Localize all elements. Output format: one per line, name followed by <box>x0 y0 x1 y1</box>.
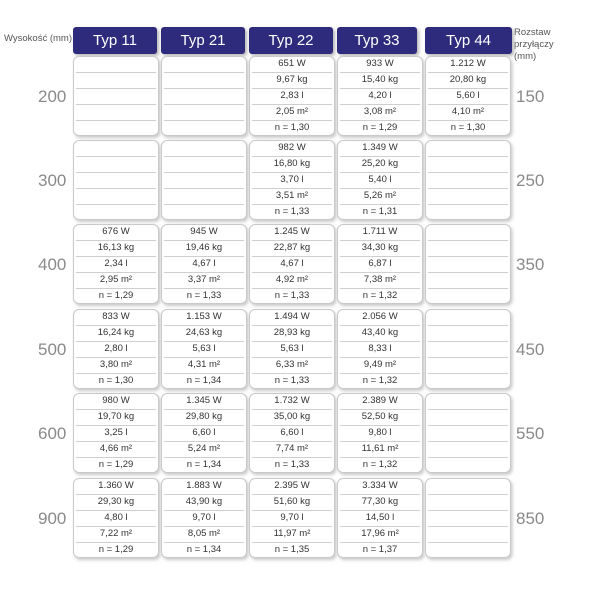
cell-separator <box>164 188 244 189</box>
spec-line: 3,37 m² <box>187 274 221 285</box>
spacing-header-line1: Rozstaw przyłączy <box>514 27 554 50</box>
spec-line: 5,63 l <box>192 343 216 354</box>
cell-separator <box>428 188 508 189</box>
spec-cell <box>73 56 159 136</box>
cell-separator <box>428 441 508 442</box>
spacing-value: 450 <box>516 340 545 359</box>
height-value: 200 <box>38 87 67 106</box>
spacing-value: 550 <box>516 424 545 443</box>
spec-line: n = 1,32 <box>362 375 398 386</box>
cell-separator <box>428 373 508 374</box>
spec-line: 3,70 l <box>280 174 304 185</box>
spec-cell <box>425 224 511 304</box>
spacing-header-line2: (mm) <box>514 51 537 62</box>
spec-line: 6,60 l <box>280 427 304 438</box>
spec-line: n = 1,29 <box>98 290 134 301</box>
spec-line: 1.345 W <box>186 395 222 406</box>
spec-line: 34,30 kg <box>361 242 399 253</box>
spec-line: 52,50 kg <box>361 411 399 422</box>
spec-line: 4,10 m² <box>451 106 485 117</box>
spec-line: n = 1,32 <box>362 459 398 470</box>
spec-line: 1.711 W <box>362 226 398 237</box>
cell-separator <box>428 425 508 426</box>
cell-separator <box>428 409 508 410</box>
spec-line: 2,80 l <box>104 343 128 354</box>
spec-cell <box>73 393 159 473</box>
spec-line: 6,60 l <box>192 427 216 438</box>
spec-line: n = 1,37 <box>362 544 398 555</box>
spec-line: 11,97 m² <box>273 528 311 539</box>
height-header-label: Wysokość (mm) <box>4 33 72 44</box>
spec-line: 8,33 l <box>368 343 392 354</box>
cell-separator <box>428 172 508 173</box>
spec-line: 980 W <box>102 395 130 406</box>
spec-line: 11,61 m² <box>361 443 399 454</box>
spec-line: 19,70 kg <box>97 411 135 422</box>
spec-cell <box>337 224 423 304</box>
spec-line: 1.245 W <box>274 226 310 237</box>
spec-cell <box>161 140 247 220</box>
spec-line: n = 1,29 <box>98 459 134 470</box>
spec-line: n = 1,33 <box>274 375 310 386</box>
cell-separator <box>76 156 156 157</box>
spec-line: 16,13 kg <box>97 242 135 253</box>
cell-separator <box>164 88 244 89</box>
spec-line: 4,80 l <box>104 512 128 523</box>
spec-cell <box>425 56 511 136</box>
spec-line: 3,51 m² <box>275 190 309 201</box>
spacing-value: 250 <box>516 171 545 190</box>
cell-separator <box>164 172 244 173</box>
spec-line: n = 1,34 <box>186 375 222 386</box>
spec-line: 2.056 W <box>362 311 398 322</box>
height-value: 900 <box>38 509 67 528</box>
spec-line: 4,67 l <box>280 258 304 269</box>
spec-line: 5,26 m² <box>363 190 397 201</box>
cell-separator <box>428 341 508 342</box>
spec-line: 3,25 l <box>104 427 128 438</box>
cell-separator <box>428 542 508 543</box>
spec-cell <box>337 393 423 473</box>
cell-separator <box>76 72 156 73</box>
spec-line: n = 1,31 <box>362 206 398 217</box>
spec-cell <box>249 224 335 304</box>
spec-cell <box>337 140 423 220</box>
cell-separator <box>428 494 508 495</box>
spec-line: n = 1,33 <box>186 290 222 301</box>
spec-line: 25,20 kg <box>361 158 399 169</box>
spec-cell <box>425 478 511 558</box>
spec-line: 7,38 m² <box>363 274 397 285</box>
spec-cell <box>249 309 335 389</box>
spec-line: n = 1,32 <box>362 290 398 301</box>
spec-line: 9,80 l <box>368 427 392 438</box>
cell-separator <box>428 156 508 157</box>
spec-line: 7,22 m² <box>99 528 133 539</box>
cell-separator <box>428 457 508 458</box>
spec-cell <box>161 224 247 304</box>
spec-cell <box>161 478 247 558</box>
spec-line: 16,24 kg <box>97 327 135 338</box>
height-value: 300 <box>38 171 67 190</box>
height-value: 500 <box>38 340 67 359</box>
cell-separator <box>76 88 156 89</box>
spec-line: 6,33 m² <box>275 359 309 370</box>
spec-line: n = 1,33 <box>274 290 310 301</box>
spec-line: 51,60 kg <box>273 496 311 507</box>
cell-separator <box>164 104 244 105</box>
spec-line: 8,05 m² <box>187 528 221 539</box>
cell-separator <box>428 325 508 326</box>
cell-separator <box>76 120 156 121</box>
spec-line: 29,30 kg <box>97 496 135 507</box>
spec-line: 4,92 m² <box>275 274 309 285</box>
spec-line: 1.883 W <box>186 480 222 491</box>
cell-separator <box>428 288 508 289</box>
spec-line: n = 1,30 <box>98 375 134 386</box>
spec-cell <box>73 309 159 389</box>
spec-line: 933 W <box>366 58 394 69</box>
spec-line: 6,87 l <box>368 258 392 269</box>
spec-cell <box>73 224 159 304</box>
cell-separator <box>428 272 508 273</box>
spec-line: 9,67 kg <box>276 74 308 85</box>
spacing-value: 850 <box>516 509 545 528</box>
spec-cell <box>425 393 511 473</box>
spec-line: 20,80 kg <box>449 74 487 85</box>
cell-separator <box>164 120 244 121</box>
spec-line: 5,63 l <box>280 343 304 354</box>
spec-line: n = 1,29 <box>98 544 134 555</box>
spec-line: n = 1,33 <box>274 459 310 470</box>
spec-cell <box>161 393 247 473</box>
spec-cell <box>425 140 511 220</box>
type-header-4: Typ 33 <box>337 27 417 54</box>
spec-line: 16,80 kg <box>273 158 311 169</box>
spec-line: 2,05 m² <box>275 106 309 117</box>
spec-line: 29,80 kg <box>185 411 223 422</box>
type-header-2: Typ 21 <box>161 27 245 54</box>
spec-line: 9,70 l <box>192 512 216 523</box>
spec-cell <box>249 56 335 136</box>
spec-line: 4,20 l <box>368 90 392 101</box>
height-value: 400 <box>38 255 67 274</box>
spec-line: 7,74 m² <box>275 443 309 454</box>
spec-cell <box>337 309 423 389</box>
spec-line: 2,83 l <box>280 90 304 101</box>
cell-separator <box>428 510 508 511</box>
cell-separator <box>428 357 508 358</box>
spec-line: n = 1,35 <box>274 544 310 555</box>
spacing-value: 150 <box>516 87 545 106</box>
spec-line: 676 W <box>102 226 130 237</box>
spec-line: 1.732 W <box>274 395 310 406</box>
spec-line: 1.349 W <box>362 142 398 153</box>
cell-separator <box>76 204 156 205</box>
type-header-5: Typ 44 <box>425 27 512 54</box>
spec-line: 28,93 kg <box>273 327 311 338</box>
spec-cell <box>337 478 423 558</box>
cell-separator <box>164 204 244 205</box>
type-header-1: Typ 11 <box>73 27 157 54</box>
spacing-value: 350 <box>516 255 545 274</box>
spec-line: n = 1,30 <box>274 122 310 133</box>
spec-line: 17,96 m² <box>361 528 399 539</box>
spec-line: 9,70 l <box>280 512 304 523</box>
cell-separator <box>76 104 156 105</box>
spec-line: n = 1,30 <box>450 122 486 133</box>
spec-cell <box>161 309 247 389</box>
spec-line: 651 W <box>278 58 306 69</box>
cell-separator <box>428 256 508 257</box>
spec-line: n = 1,34 <box>186 459 222 470</box>
spec-line: 15,40 kg <box>361 74 399 85</box>
spec-line: 982 W <box>278 142 306 153</box>
spec-line: 22,87 kg <box>273 242 311 253</box>
cell-separator <box>428 240 508 241</box>
spec-cell <box>249 393 335 473</box>
spec-line: 3,08 m² <box>363 106 397 117</box>
cell-separator <box>428 526 508 527</box>
spec-line: 833 W <box>102 311 130 322</box>
spec-line: n = 1,33 <box>274 206 310 217</box>
spec-line: 2.389 W <box>362 395 398 406</box>
spec-line: 2,34 l <box>104 258 128 269</box>
spec-line: 5,60 l <box>456 90 480 101</box>
cell-separator <box>76 188 156 189</box>
spec-line: 43,40 kg <box>361 327 399 338</box>
type-header-3: Typ 22 <box>249 27 333 54</box>
spec-line: 3.334 W <box>362 480 398 491</box>
spec-line: 5,40 l <box>368 174 392 185</box>
spec-line: 24,63 kg <box>185 327 223 338</box>
spec-line: 35,00 kg <box>273 411 311 422</box>
spec-line: 4,66 m² <box>99 443 133 454</box>
spec-cell <box>161 56 247 136</box>
spec-cell <box>425 309 511 389</box>
spacing-header-label <box>514 27 590 63</box>
spec-line: 2.395 W <box>274 480 310 491</box>
spec-cell <box>249 478 335 558</box>
spec-line: 1.153 W <box>186 311 222 322</box>
spec-line: 1.494 W <box>274 311 310 322</box>
spec-line: 9,49 m² <box>363 359 397 370</box>
spec-line: 3,80 m² <box>99 359 133 370</box>
spec-line: 4,31 m² <box>187 359 221 370</box>
spec-line: 14,50 l <box>365 512 395 523</box>
cell-separator <box>164 72 244 73</box>
spec-cell <box>73 478 159 558</box>
spec-cell <box>337 56 423 136</box>
spec-line: 945 W <box>190 226 218 237</box>
spec-line: 1.360 W <box>98 480 134 491</box>
spec-line: 4,67 l <box>192 258 216 269</box>
cell-separator <box>428 204 508 205</box>
spec-line: 2,95 m² <box>99 274 133 285</box>
spec-line: 1.212 W <box>450 58 486 69</box>
cell-separator <box>164 156 244 157</box>
spec-line: 5,24 m² <box>187 443 221 454</box>
spec-cell <box>249 140 335 220</box>
spec-line: n = 1,34 <box>186 544 222 555</box>
cell-separator <box>76 172 156 173</box>
spec-line: 77,30 kg <box>361 496 399 507</box>
spec-line: 19,46 kg <box>185 242 223 253</box>
height-value: 600 <box>38 424 67 443</box>
spec-cell <box>73 140 159 220</box>
spec-line: n = 1,29 <box>362 122 398 133</box>
spec-line: 43,90 kg <box>185 496 223 507</box>
